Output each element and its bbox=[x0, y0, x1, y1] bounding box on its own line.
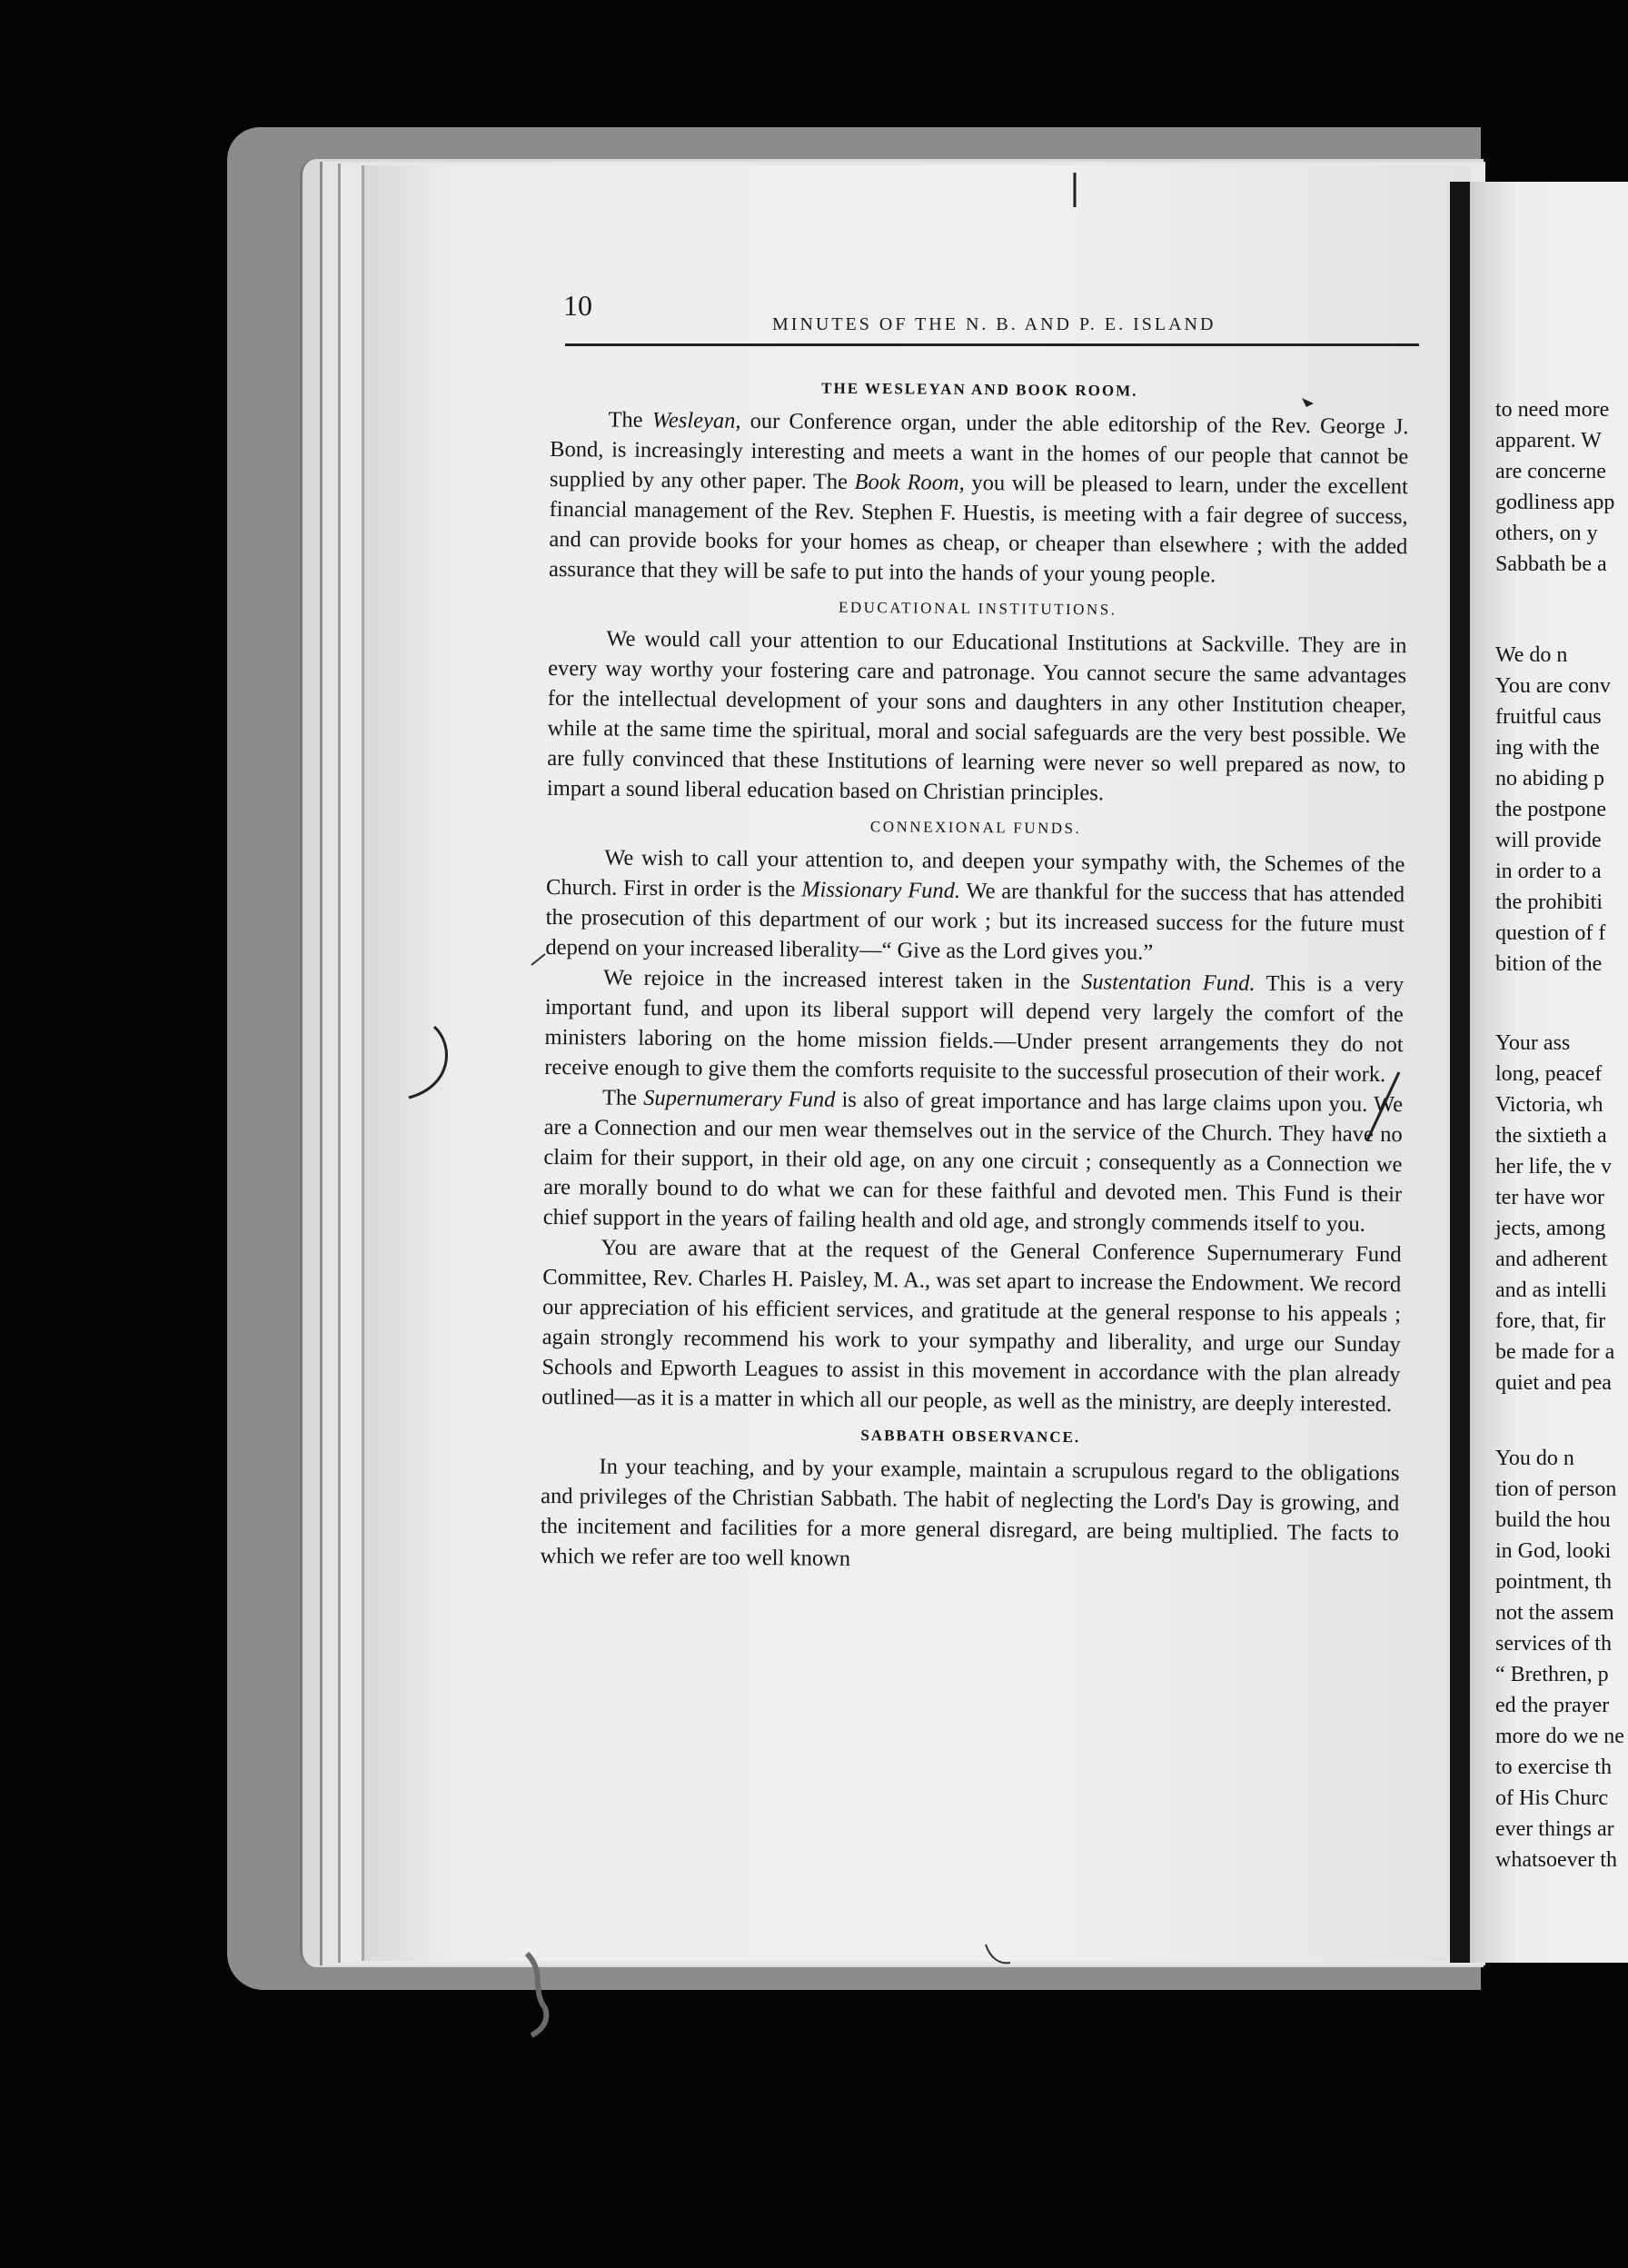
body-paragraph: In your teaching, and by your example, maintain a scrupulous regard to the obligations and privileges of the Christian Sabbath. The habit of neglecting the Lord's Day is growing, and the incitement and facilities for a more general disregard, are being multiplied. The facts to which we refer are too well known bbox=[540, 1454, 1400, 1571]
facing-page-line: ed the prayer bbox=[1495, 1694, 1610, 1717]
italic-term: Wesleyan, bbox=[651, 407, 741, 433]
facing-page-line: in God, looki bbox=[1495, 1539, 1612, 1563]
facing-page-line: her life, the v bbox=[1495, 1155, 1612, 1179]
facing-page-line: to exercise th bbox=[1495, 1756, 1612, 1779]
facing-page-line: long, peacef bbox=[1495, 1062, 1603, 1086]
facing-page-line: You are conv bbox=[1495, 674, 1611, 698]
facing-page-line: bition of the bbox=[1495, 952, 1603, 976]
body-paragraph: The Supernumerary Fund is also of great importance and has large claims upon you. We are a Connection and our men wear themselves out in the service of the Church. They have no claim for their support, in their old age, on any one circuit ; consequently as a Connection we are morally bound to do what we can for these faithful and devoted men. This Fund is their chief support in the years of failing health and old age, and strongly commends itself to you. bbox=[542, 1085, 1404, 1237]
facing-page-line: and as intelli bbox=[1495, 1278, 1607, 1302]
facing-page-line: apparent. W bbox=[1495, 429, 1602, 453]
facing-page-line: the postpone bbox=[1495, 798, 1606, 821]
page-number: 10 bbox=[563, 289, 592, 322]
running-title: MINUTES OF THE N. B. AND P. E. ISLAND bbox=[772, 314, 1216, 334]
facing-page-line: the sixtieth a bbox=[1495, 1124, 1607, 1148]
facing-page-line: in order to a bbox=[1495, 860, 1602, 883]
facing-page-line: no abiding p bbox=[1495, 767, 1604, 791]
body-paragraph: The Wesleyan, our Conference organ, under the able editorship of the Rev. George J. Bond, is increasingly interesting and meets a want in the homes of our people that cannot be supplied by any other paper. The Book Room, you will be pleased to learn, under the excellent financial management of the Rev. Stephen F. Huestis, is meeting with a fair degree of success, and can provide books for your homes as cheap, or cheaper than elsewhere ; with the added assurance that they will be safe to put into the hands of your young people. bbox=[548, 407, 1409, 588]
italic-term: Sustentation Fund. bbox=[1081, 970, 1256, 996]
facing-page-line: not the assem bbox=[1495, 1601, 1614, 1625]
body-paragraph: We would call your attention to our Educational Institutions at Sackville. They are in every way worthy your fostering care and patronage. You cannot secure the same advantages for the intellectual development of your sons and daughters in any other Institution cheaper, while at the same time the spiritual, moral and social safeguards are the very best possible. We are fully convinced that these Institutions of learning were never so well prepared as now, to impart a sound liberal education based on Christian principles. bbox=[546, 626, 1407, 806]
section-heading: EDUCATIONAL INSTITUTIONS. bbox=[838, 598, 1117, 619]
facing-page-line: jects, among bbox=[1495, 1217, 1606, 1240]
facing-page-line: You do n bbox=[1495, 1447, 1574, 1470]
facing-page-line: whatsoever th bbox=[1495, 1848, 1617, 1872]
facing-page-line: are concerne bbox=[1495, 460, 1606, 483]
facing-page-line: ter have wor bbox=[1495, 1186, 1604, 1209]
facing-page-line: services of th bbox=[1495, 1632, 1612, 1656]
facing-page-line: build the hou bbox=[1495, 1508, 1611, 1532]
facing-page-line: fruitful caus bbox=[1495, 705, 1602, 729]
facing-page-line: quiet and pea bbox=[1495, 1371, 1612, 1395]
facing-page-line: godliness app bbox=[1495, 491, 1615, 514]
body-paragraph: You are aware that at the request of the General Conference Supernumerary Fund Committee, Rev. Charles H. Paisley, M. A., was set apart to increase the Endowment. We record our appreciation of his efficient services, and gratitude at the general response to his appeals ; again strongly recommend his work to your sympathy and liberality, and urge our Sunday Schools and Epworth Leagues to assist in this movement in accordance with the plan already outlined—as it is a matter in which all our people, as well as the ministry, are deeply interested. bbox=[541, 1235, 1402, 1418]
italic-term: Missionary Fund. bbox=[801, 877, 961, 903]
section-heading: SABBATH OBSERVANCE. bbox=[860, 1427, 1081, 1447]
facing-page-line: tion of person bbox=[1495, 1477, 1617, 1501]
facing-page-line: Victoria, wh bbox=[1495, 1093, 1603, 1117]
facing-page-line: and adherent bbox=[1495, 1248, 1608, 1271]
facing-page-line: others, on y bbox=[1495, 522, 1598, 545]
facing-page-line: to need more bbox=[1495, 398, 1610, 422]
facing-page-line: the prohibiti bbox=[1495, 890, 1603, 914]
facing-page-line: “ Brethren, p bbox=[1495, 1663, 1609, 1686]
italic-term: Supernumerary Fund bbox=[643, 1085, 836, 1112]
italic-term: Book Room, bbox=[854, 469, 965, 495]
facing-page-line: Sabbath be a bbox=[1495, 552, 1607, 576]
facing-page-line: question of f bbox=[1495, 921, 1606, 945]
facing-page-line: will provide bbox=[1495, 829, 1602, 852]
section-heading: CONNEXIONAL FUNDS. bbox=[869, 818, 1082, 838]
facing-page-line: ever things ar bbox=[1495, 1817, 1614, 1841]
body-paragraph: We rejoice in the increased interest taken in the Sustentation Fund. This is a very important fund, and upon its liberal support will depend very largely the comfort of the ministers laboring on the home mission fields.—Under present arrangements they do not receive enough to give them the comforts requisite to the successful prosecution of their work. bbox=[544, 965, 1405, 1088]
facing-page-line: be made for a bbox=[1495, 1340, 1615, 1364]
facing-page-line: pointment, th bbox=[1495, 1570, 1612, 1594]
facing-page-line: of His Churc bbox=[1495, 1786, 1608, 1810]
facing-page-line: ing with the bbox=[1495, 736, 1600, 760]
facing-page-line: We do n bbox=[1495, 643, 1568, 667]
body-paragraph: We wish to call your attention to, and deepen your sympathy with, the Schemes of the Church. First in order is the Missionary Fund. We are thankful for the success that has attended the prosecution of this department of our work ; but its increased success for the future must depend on your increased liberality—“ Give as the Lord gives you.” bbox=[545, 845, 1405, 965]
facing-page-line: more do we ne bbox=[1495, 1725, 1624, 1748]
section-heading: THE WESLEYAN AND BOOK ROOM. bbox=[821, 379, 1138, 400]
facing-page-line: fore, that, fir bbox=[1495, 1309, 1606, 1333]
facing-page-line: Your ass bbox=[1495, 1031, 1571, 1055]
